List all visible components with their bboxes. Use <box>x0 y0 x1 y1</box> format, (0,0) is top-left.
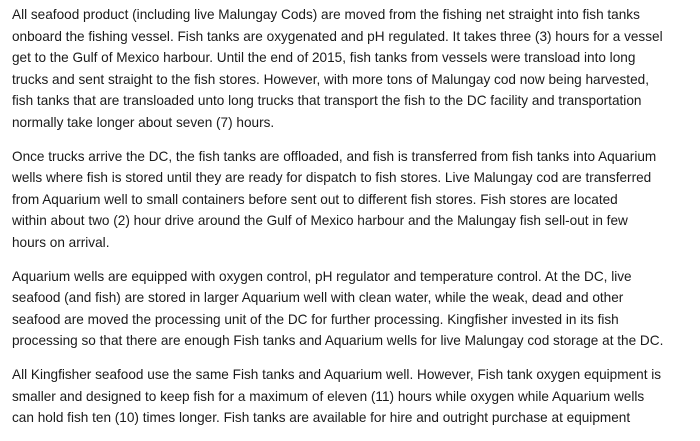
text-line: seafood are moved the processing unit of the DC for further processing. Kingfisher invested in its fish <box>12 311 619 327</box>
text-line: Once trucks arrive the DC, the fish tanks are offloaded, and fish is transferred from fish tanks into Aquarium <box>12 148 657 164</box>
text-line: get to the Gulf of Mexico harbour. Until the end of 2015, fish tanks from vessels were transload into long <box>12 50 636 66</box>
text-line: smaller and designed to keep fish for a maximum of eleven (11) hours while oxygen while Aquarium wells <box>12 388 645 404</box>
text-line: seafood (and fish) are stored in larger Aquarium well with clean water, while the weak, dead and other <box>12 290 624 306</box>
text-line: can hold fish ten (10) times longer. Fish tanks are available for hire and outright purchase at equipment <box>12 410 631 426</box>
text-line: processing so that there are enough Fish tanks and Aquarium wells for live Malungay cod storage at the DC. <box>12 333 664 349</box>
text-line: All Kingfisher seafood use the same Fish tanks and Aquarium well. However, Fish tank oxygen equipment is <box>12 366 662 382</box>
document-body <box>12 0 694 441</box>
paragraph-4 <box>12 364 694 429</box>
text-line: within about two (2) hour drive around the Gulf of Mexico harbour and the Malungay fish sell-out in few <box>12 213 628 229</box>
text-line: from Aquarium well to small containers before sent out to different fish stores. Fish stores are located <box>12 191 618 207</box>
text-line: All seafood product (including live Malungay Cods) are moved from the fishing net straight into fish tanks <box>12 7 640 22</box>
paragraph-3 <box>12 266 694 352</box>
text-line: normally take longer about seven (7) hours. <box>12 114 275 130</box>
paragraph-1 <box>12 4 694 134</box>
text-line: onboard the fishing vessel. Fish tanks are oxygenated and pH regulated. It takes three (3) hours for a vessel <box>12 28 663 44</box>
text-line: fish tanks that are transloaded unto long trucks that transport the fish to the DC facility and transportation <box>12 93 642 109</box>
text-line: trucks and sent straight to the fish stores. However, with more tons of Malungay cod now being harvested, <box>12 71 649 87</box>
paragraph-2 <box>12 146 694 254</box>
text-line: wells where fish is stored until they are ready for dispatch to fish stores. Live Malungay cod are transferred <box>12 170 652 186</box>
text-line: Aquarium wells are equipped with oxygen control, pH regulator and temperature control. At the DC, live <box>12 268 632 284</box>
text-line: hours on arrival. <box>12 234 110 250</box>
